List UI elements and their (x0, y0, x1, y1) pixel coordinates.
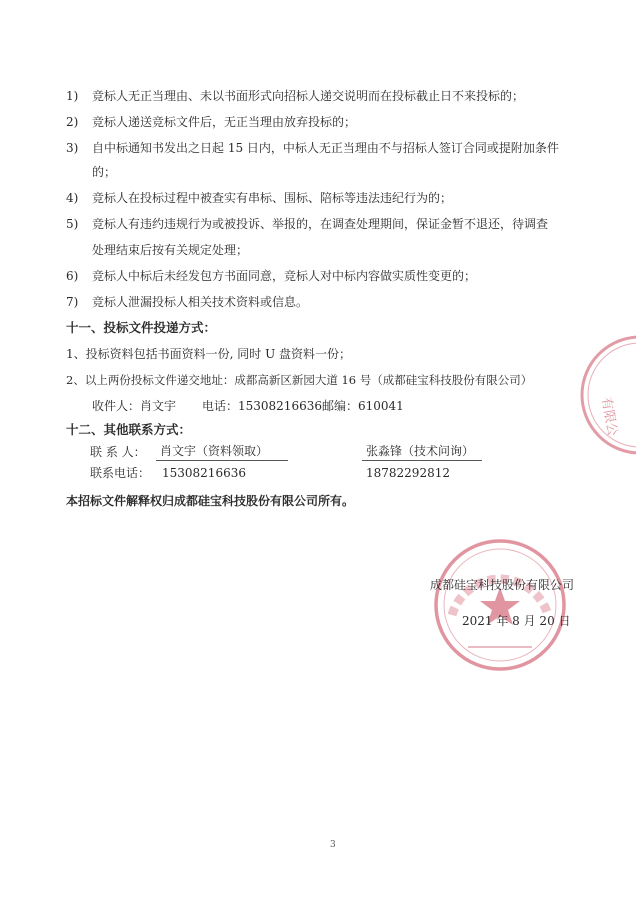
item-text: 竞标人中标后未经发包方书面同意，竞标人对中标内容做实质性变更的； (92, 269, 477, 283)
section-heading-12: 十二、其他联系方式： (66, 422, 192, 437)
contact-label: 联 系 人： (90, 445, 146, 459)
phone-label: 联系电话： (90, 466, 151, 480)
signature-date: 2021 年 8 月 20 日 (462, 614, 571, 628)
company-seal (430, 535, 570, 675)
partial-stamp-seal (560, 330, 636, 460)
recipient-name: 收件人：肖文宇 (92, 399, 177, 413)
item-text-continuation: 处理结束后按有关规定处理； (92, 243, 249, 257)
submission-line-1: 1、投标资料包括书面资料一份, 同时 U 盘资料一份； (66, 347, 352, 361)
phone-1: 15308216636 (162, 466, 246, 480)
item-number: 4) (66, 191, 79, 205)
signature-company: 成都硅宝科技股份有限公司 (430, 578, 575, 592)
submission-line-2: 2、以上两份投标文件递交地址：成都高新区新园大道 16 号（成都硅宝科技股份有限公司） (66, 373, 533, 387)
rights-statement: 本招标文件解释权归成都硅宝科技股份有限公司所有。 (66, 494, 355, 508)
phone-2: 18782292812 (366, 466, 450, 480)
recipient-phone: 电话：15308216636 (202, 399, 322, 413)
item-number: 7) (66, 295, 79, 309)
svg-text:有限公: 有限公 (598, 396, 620, 438)
item-text: 竞标人无正当理由、未以书面形式向招标人递交说明而在投标截止日不来投标的； (92, 89, 525, 103)
item-text: 竞标人在投标过程中被查实有串标、围标、陪标等违法违纪行为的； (92, 191, 453, 205)
item-text: 竞标人递送竞标文件后，无正当理由放弃投标的； (92, 115, 357, 129)
item-text-continuation: 的； (92, 165, 117, 179)
item-number: 5) (66, 217, 79, 231)
item-number: 2) (66, 115, 79, 129)
item-text: 竞标人有违约违规行为或被投诉、举报的，在调查处理期间，保证金暂不退还，待调查 (92, 217, 549, 231)
page-number: 3 (330, 840, 336, 850)
item-text: 竞标人泄漏投标人相关技术资料或信息。 (92, 295, 309, 309)
item-number: 6) (66, 269, 79, 283)
item-number: 1) (66, 89, 79, 103)
item-number: 3) (66, 141, 79, 155)
contact-2-field: 张淼锋（技术问询） (362, 442, 482, 461)
contact-1-field: 肖文宇（资料领取） (156, 442, 288, 461)
item-text: 自中标通知书发出之日起 15 日内，中标人无正当理由不与招标人签订合同或提附加条件 (92, 141, 559, 155)
section-heading-11: 十一、投标文件投递方式： (66, 320, 217, 335)
recipient-postcode: 邮编：610041 (322, 399, 404, 413)
